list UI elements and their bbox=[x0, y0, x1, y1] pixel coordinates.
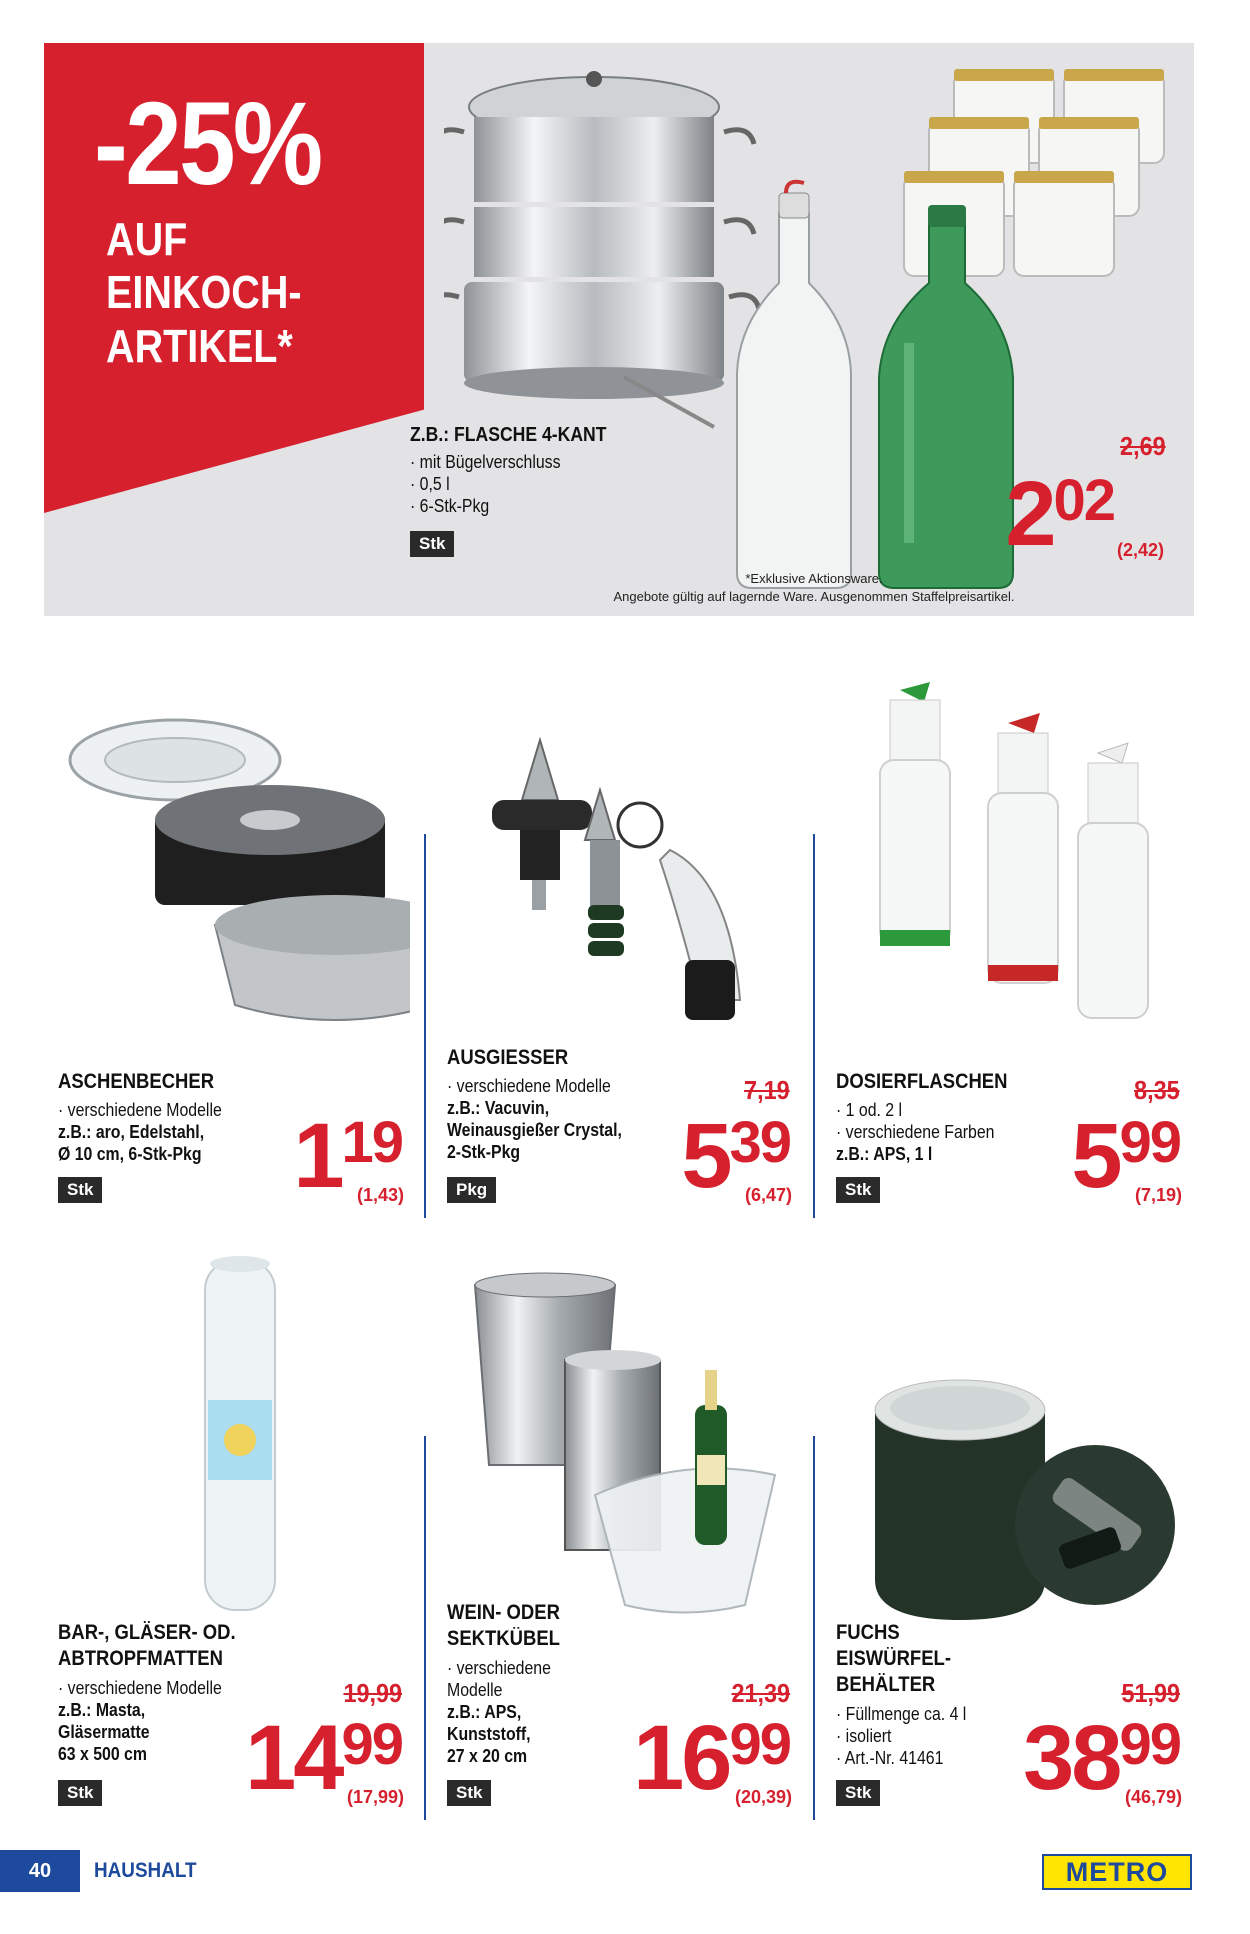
unit-badge: Pkg bbox=[447, 1177, 496, 1203]
clear-bottle-image bbox=[724, 173, 864, 598]
column-divider bbox=[813, 1436, 815, 1820]
product-feature: 63 x 500 cm bbox=[58, 1744, 147, 1764]
product-feature: · verschiedene Modelle bbox=[58, 1100, 222, 1120]
promo-footnote: Angebote gültig auf lagernde Ware. Ausgenommen Staffelpreisartikel. bbox=[613, 589, 1015, 604]
product-feature: Modelle bbox=[447, 1680, 503, 1700]
product-feature: Weinausgießer Crystal, bbox=[447, 1120, 622, 1140]
product-feature: Gläsermatte bbox=[58, 1722, 150, 1742]
product-title: SEKTKÜBEL bbox=[447, 1627, 560, 1650]
price-euro: 38 bbox=[1023, 1707, 1120, 1809]
product-feature: · verschiedene Modelle bbox=[447, 1076, 611, 1096]
page-number: 40 bbox=[0, 1850, 80, 1892]
unit-badge: Stk bbox=[410, 531, 454, 557]
price-cent: 19 bbox=[341, 1110, 402, 1175]
gross-price: (2,42) bbox=[1116, 540, 1164, 560]
gross-price: (7,19) bbox=[1134, 1185, 1182, 1205]
product-title: AUSGIESSER bbox=[447, 1046, 569, 1069]
price-cent: 99 bbox=[729, 1712, 790, 1777]
product-title: FUCHS bbox=[836, 1621, 900, 1644]
product-feature: 27 x 20 cm bbox=[447, 1746, 528, 1766]
price-euro: 2 bbox=[1005, 463, 1054, 565]
section-label: HAUSHALT bbox=[94, 1859, 197, 1882]
old-price: 21,39 bbox=[731, 1678, 790, 1708]
old-price: 7,19 bbox=[744, 1075, 790, 1105]
product-feature: z.B.: Masta, bbox=[58, 1700, 146, 1720]
product-title: DOSIERFLASCHEN bbox=[836, 1070, 1008, 1093]
product-title: ASCHENBECHER bbox=[58, 1070, 215, 1093]
product-feature: z.B.: APS, 1 l bbox=[836, 1144, 933, 1164]
discount-label: -25% bbox=[94, 78, 321, 210]
metro-logo: METRO bbox=[1042, 1854, 1192, 1890]
price-euro: 5 bbox=[681, 1105, 730, 1207]
price-euro: 16 bbox=[633, 1707, 730, 1809]
gross-price: (17,99) bbox=[346, 1787, 404, 1807]
product-feature: · verschiedene Farben bbox=[836, 1122, 995, 1142]
unit-badge: Stk bbox=[447, 1780, 491, 1806]
banner-product-feature: · 6-Stk-Pkg bbox=[410, 496, 490, 516]
price bbox=[1005, 463, 1114, 565]
gross-price: (46,79) bbox=[1124, 1787, 1182, 1807]
gross-price: (1,43) bbox=[356, 1185, 404, 1205]
price-cent: 39 bbox=[729, 1110, 790, 1175]
unit-badge: Stk bbox=[58, 1177, 102, 1203]
product-feature: · verschiedene bbox=[447, 1658, 551, 1678]
dosing-bottles-image bbox=[870, 675, 1190, 1040]
price-cent: 99 bbox=[1119, 1712, 1180, 1777]
product-feature: · verschiedene Modelle bbox=[58, 1678, 222, 1698]
old-price: 51,99 bbox=[1121, 1678, 1180, 1708]
old-price: 2,69 bbox=[1120, 431, 1166, 461]
ice-bucket-image bbox=[850, 1350, 1180, 1640]
ashtray-image bbox=[60, 700, 410, 1030]
product-feature: · 1 od. 2 l bbox=[836, 1100, 903, 1120]
promo-footnote: *Exklusive Aktionsware. bbox=[745, 571, 883, 586]
product-title: ABTROPFMATTEN bbox=[58, 1647, 223, 1670]
product-feature: Kunststoff, bbox=[447, 1724, 531, 1744]
column-divider bbox=[813, 834, 815, 1218]
column-divider bbox=[424, 834, 426, 1218]
product-title: WEIN- ODER bbox=[447, 1601, 560, 1624]
product-title: BAR-, GLÄSER- OD. bbox=[58, 1621, 236, 1644]
product-feature: 2-Stk-Pkg bbox=[447, 1142, 521, 1162]
banner-product-feature: · 0,5 l bbox=[410, 474, 450, 494]
banner-product-feature: · mit Bügelverschluss bbox=[410, 452, 561, 472]
product-feature: z.B.: aro, Edelstahl, bbox=[58, 1122, 205, 1142]
price-cent: 99 bbox=[1119, 1110, 1180, 1175]
price-cent: 02 bbox=[1053, 468, 1114, 533]
product-feature: z.B.: APS, bbox=[447, 1702, 522, 1722]
price-cent: 99 bbox=[341, 1712, 402, 1777]
wine-bucket-image bbox=[455, 1265, 805, 1620]
price-euro: 14 bbox=[245, 1707, 342, 1809]
promo-headline-line: EINKOCH- bbox=[106, 266, 302, 319]
product-title: BEHÄLTER bbox=[836, 1673, 936, 1696]
old-price: 19,99 bbox=[343, 1678, 402, 1708]
banner-product-title: Z.B.: FLASCHE 4-KANT bbox=[410, 424, 607, 446]
unit-badge: Stk bbox=[836, 1780, 880, 1806]
product-title: EISWÜRFEL- bbox=[836, 1647, 951, 1670]
promo-headline-line: ARTIKEL* bbox=[106, 319, 293, 372]
unit-badge: Stk bbox=[58, 1780, 102, 1806]
product-feature: Ø 10 cm, 6-Stk-Pkg bbox=[58, 1144, 202, 1164]
price-euro: 5 bbox=[1071, 1105, 1120, 1207]
page-footer bbox=[0, 1850, 1250, 1892]
product-feature: z.B.: Vacuvin, bbox=[447, 1098, 550, 1118]
old-price: 8,35 bbox=[1134, 1075, 1180, 1105]
promo-headline bbox=[106, 213, 302, 373]
product-feature: · Füllmenge ca. 4 l bbox=[836, 1704, 967, 1724]
green-bottle-image bbox=[874, 193, 1024, 603]
gross-price: (6,47) bbox=[744, 1185, 792, 1205]
promo-headline-line: AUF bbox=[106, 213, 188, 265]
product-feature: · Art.-Nr. 41461 bbox=[836, 1748, 944, 1768]
product-feature: · isoliert bbox=[836, 1726, 892, 1746]
price-euro: 1 bbox=[293, 1105, 342, 1207]
column-divider bbox=[424, 1436, 426, 1820]
bar-mat-roll-image bbox=[190, 1250, 290, 1620]
promo-banner bbox=[44, 43, 1194, 616]
pourer-image bbox=[480, 730, 780, 1030]
gross-price: (20,39) bbox=[734, 1787, 792, 1807]
unit-badge: Stk bbox=[836, 1177, 880, 1203]
